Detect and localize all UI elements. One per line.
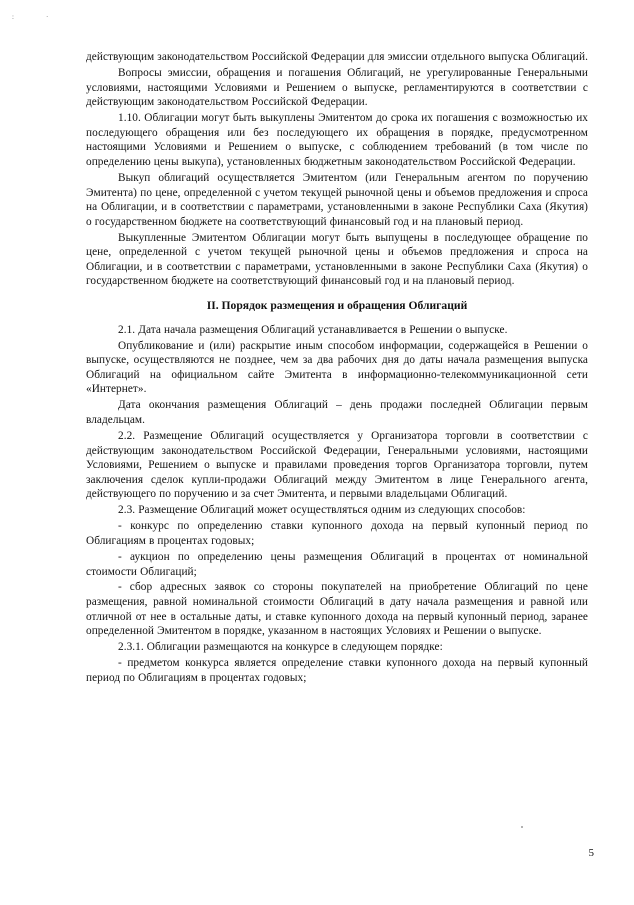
- paragraph: Дата окончания размещения Облигаций – день продажи последней Облигации первым владельцам.: [86, 399, 588, 426]
- paragraph-clause-1-10: 1.10. Облигации могут быть выкуплены Эмитентом до срока их погашения с возможностью их последующего обращения или без последующего их обращения в порядке, предусмотренном настоящими Условиями и Решением о выпуске, с соблюдением требований (в том числе по определению цены выкупа), установленных бюджетным законодательством Российской Федерации.: [86, 112, 588, 168]
- paragraph: Выкупленные Эмитентом Облигации могут быть выпущены в последующее обращение по цене, определенной с учетом текущей рыночной цены и объемов предложения и спроса на Облигации, и в соответствии с параметрами, установленными в законе Республики Саха (Якутия) о государственном бюджете на соответствующий финансовый год и на плановый период.: [86, 231, 588, 288]
- paragraph-clause-2-3-1: 2.3.1. Облигации размещаются на конкурсе в следующем порядке:: [118, 641, 443, 654]
- list-item: - сбор адресных заявок со стороны покупателей на приобретение Облигаций по цене размещения, равной номинальной стоимости Облигаций в дату начала размещения и равной или отличной от нее в остальные даты, и ставке купонного дохода на первый купонный период, заранее определенной Эмитентом в порядке, указанном в настоящих Условиях и Решении о выпуске.: [86, 581, 588, 638]
- paragraph-clause-2-2: 2.2. Размещение Облигаций осуществляется у Организатора торговли в соответствии с действующим законодательством Российской Федерации, Генеральными условиями, настоящими Условиями, Решением о выпуске и правилами проведения торгов Организатора торговли, путем заключения сделок купли-продажи Облигаций между Эмитентом в лице Генерального агента, действующего по поручению и за счет Эмитента, и первыми владельцами Облигаций.: [86, 429, 588, 501]
- section-heading: II. Порядок размещения и обращения Облигаций: [206, 299, 468, 313]
- paragraph: Вопросы эмиссии, обращения и погашения Облигаций, не урегулированные Генеральными условиями, настоящими Условиями и Решением о выпуске, регламентируются в соответствии с действующим законодательством Российской Федерации.: [86, 66, 588, 109]
- list-item: - конкурс по определению ставки купонного дохода на первый купонный период по Облигациям в процентах годовых;: [86, 520, 588, 547]
- paragraph: Выкуп облигаций осуществляется Эмитентом (или Генеральным агентом по поручению Эмитента) по цене, определенной с учетом текущей рыночной цены и объемов предложения и спроса на Облигации, и в соответствии с параметрами, установленными в законе Республики Саха (Якутия) о государственном бюджете на соответствующий финансовый год и на плановый период.: [86, 171, 588, 228]
- scan-speck: [521, 826, 523, 828]
- paragraph-clause-2-1: 2.1. Дата начала размещения Облигаций устанавливается в Решении о выпуске.: [118, 323, 508, 336]
- paragraph: действующим законодательством Российской Федерации для эмиссии отдельного выпуска Облигаций.: [86, 51, 588, 63]
- document-body: [86, 50, 588, 687]
- paragraph-clause-2-3: 2.3. Размещение Облигаций может осуществляться одним из следующих способов:: [118, 504, 526, 517]
- page-number: 5: [588, 847, 594, 859]
- scan-mark: :: [12, 13, 14, 21]
- paragraph: Опубликование и (или) раскрытие иным способом информации, содержащейся в Решении о выпуске, осуществляются не позднее, чем за два рабочих дня до даты начала размещения выпуска Облигаций на официальном сайте Эмитента в информационно-телекоммуникационной сети «Интернет».: [86, 339, 588, 396]
- list-item: - предметом конкурса является определение ставки купонного дохода на первый купонный период по Облигациям в процентах годовых;: [86, 657, 588, 684]
- scan-mark: ·: [46, 13, 49, 21]
- list-item: - аукцион по определению цены размещения Облигаций в процентах от номинальной стоимости Облигаций;: [86, 550, 588, 578]
